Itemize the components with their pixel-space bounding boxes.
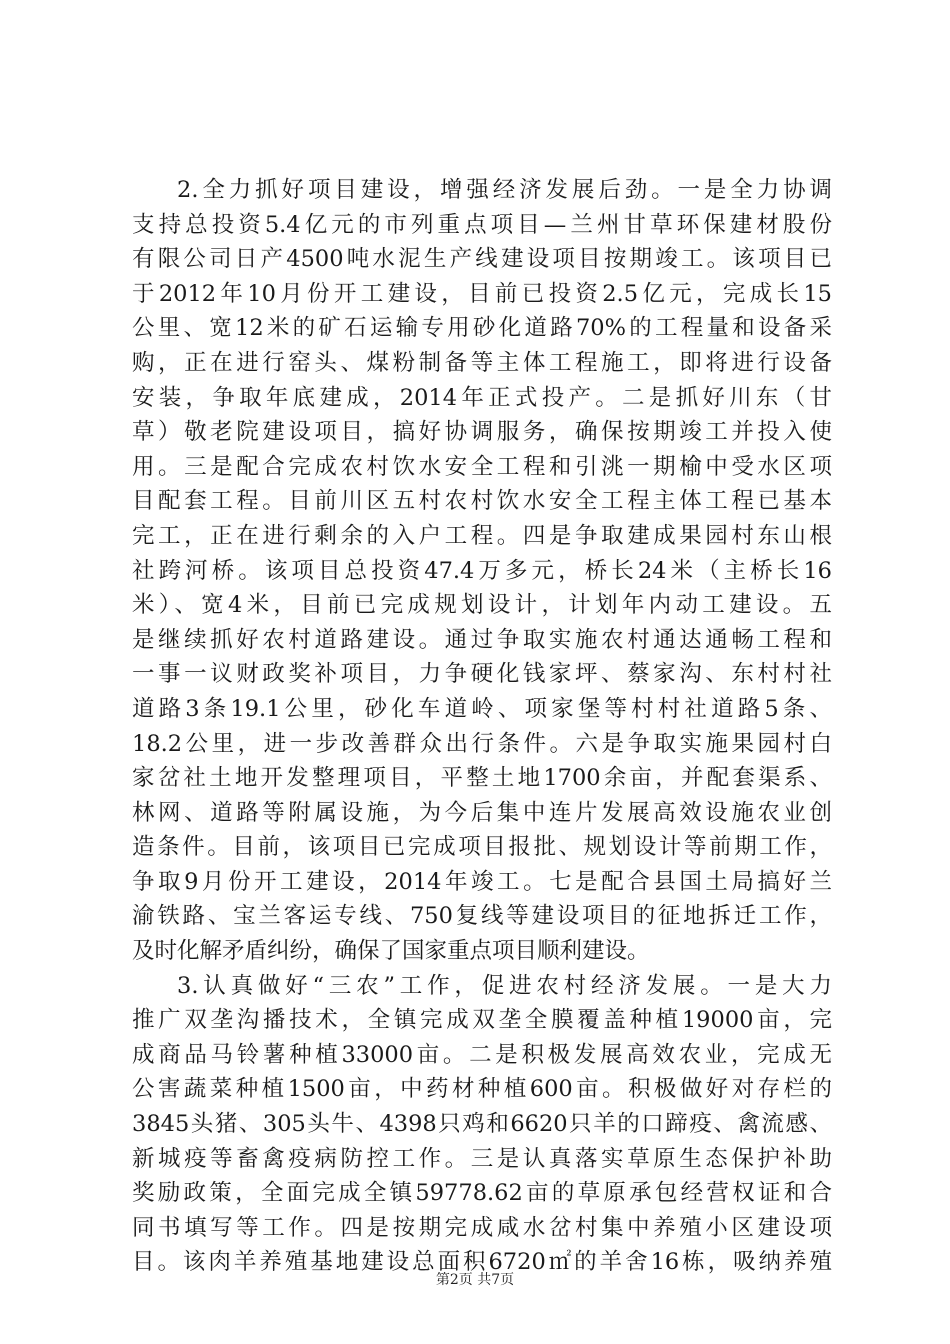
- paragraph-line: 是继续抓好农村道路建设。通过争取实施农村通达通畅工程和: [132, 626, 832, 653]
- paragraph-line: 一事一议财政奖补项目，力争硬化钱家坪、蔡家沟、东村村社: [132, 661, 832, 688]
- paragraph-line: 林网、道路等附属设施，为今后集中连片发展高效设施农业创: [132, 799, 832, 826]
- paragraph-line: 新城疫等畜禽疫病防控工作。三是认真落实草原生态保护补助: [132, 1145, 832, 1172]
- paragraph-line: 支持总投资5.4亿元的市列重点项目—兰州甘草环保建材股份: [132, 211, 832, 238]
- paragraph-line: 社跨河桥。该项目总投资47.4万多元，桥长24米（主桥长16: [132, 557, 832, 584]
- paragraph-line: 奖励政策，全面完成全镇59778.62亩的草原承包经营权证和合: [132, 1180, 832, 1207]
- paragraph-line: 安装，争取年底建成，2014年正式投产。二是抓好川东（甘: [132, 384, 832, 411]
- paragraph-line: 目。该肉羊养殖基地建设总面积6720㎡的羊舍16栋，吸纳养殖: [132, 1249, 832, 1276]
- paragraph-line: 渝铁路、宝兰客运专线、750复线等建设项目的征地拆迁工作，: [132, 903, 832, 930]
- paragraph-line: 造条件。目前，该项目已完成项目报批、规划设计等前期工作，: [132, 834, 832, 861]
- page-footer: [0, 1270, 950, 1290]
- paragraph-line: 推广双垄沟播技术，全镇完成双垄全膜覆盖种植19000亩，完: [132, 1007, 832, 1034]
- paragraph-line: 用。三是配合完成农村饮水安全工程和引洮一期榆中受水区项: [132, 453, 832, 480]
- paragraph-line: 完工，正在进行剩余的入户工程。四是争取建成果园村东山根: [132, 522, 832, 549]
- paragraph-line: 米）、宽4米，目前已完成规划设计，计划年内动工建设。五: [132, 592, 832, 619]
- paragraph-line: 家岔社土地开发整理项目，平整土地1700余亩，并配套渠系、: [132, 765, 832, 792]
- paragraph-line: 3845头猪、305头牛、4398只鸡和6620只羊的口蹄疫、禽流感、: [132, 1111, 832, 1138]
- paragraph-line: 成商品马铃薯种植33000亩。二是积极发展高效农业，完成无: [132, 1041, 832, 1068]
- paragraph-line: 争取9月份开工建设，2014年竣工。七是配合县国土局搞好兰: [132, 868, 832, 895]
- paragraph-line: 公害蔬菜种植1500亩，中药材种植600亩。积极做好对存栏的: [132, 1076, 832, 1103]
- paragraph-line: 及时化解矛盾纠纷，确保了国家重点项目顺利建设。: [132, 938, 650, 965]
- paragraph-line: 3.认真做好“三农”工作，促进农村经济发展。一是大力: [177, 972, 832, 999]
- paragraph-line: 同书填写等工作。四是按期完成咸水岔村集中养殖小区建设项: [132, 1214, 832, 1241]
- paragraph-line: 目配套工程。目前川区五村农村饮水安全工程主体工程已基本: [132, 488, 832, 515]
- paragraph-line: 于2012年10月份开工建设，目前已投资2.5亿元，完成长15: [132, 280, 832, 307]
- paragraph-line: 购，正在进行窑头、煤粉制备等主体工程施工，即将进行设备: [132, 349, 832, 376]
- page-number-label: 第2页 共7页: [435, 1272, 515, 1288]
- paragraph-line: 公里、宽12米的矿石运输专用砂化道路70%的工程量和设备采: [132, 315, 832, 342]
- paragraph-line: 18.2公里，进一步改善群众出行条件。六是争取实施果园村白: [132, 730, 832, 757]
- paragraph-line: 有限公司日产4500吨水泥生产线建设项目按期竣工。该项目已: [132, 246, 832, 273]
- paragraph-line: 2.全力抓好项目建设，增强经济发展后劲。一是全力协调: [177, 177, 832, 203]
- document-body: [132, 173, 832, 1280]
- paragraph-line: 道路3条19.1公里，砂化车道岭、项家堡等村村社道路5条、: [132, 695, 832, 722]
- paragraph-line: 草）敬老院建设项目，搞好协调服务，确保按期竣工并投入使: [132, 419, 832, 446]
